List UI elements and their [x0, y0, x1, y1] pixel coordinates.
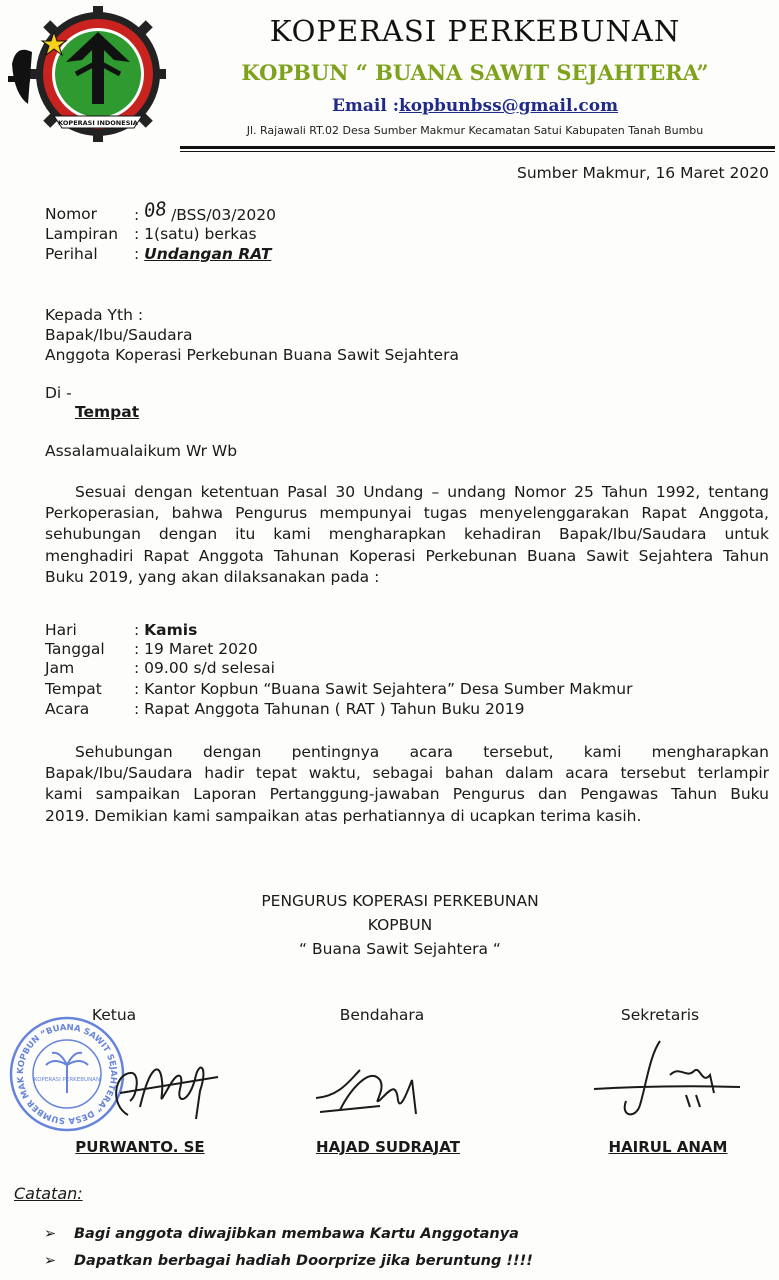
ketua-signature: [100, 1045, 230, 1125]
lampiran-label: Lampiran: [45, 225, 119, 243]
nomor-value: : 08 /BSS/03/2020: [134, 197, 276, 224]
svg-text:KOPBUN “BUANA SAWIT SEJAHTERA”: KOPBUN “BUANA SAWIT SEJAHTERA” DESA SUMBER MAK: [15, 1022, 119, 1126]
recipient-line3: Anggota Koperasi Perkebunan Buana Sawit Sejahtera: [45, 346, 459, 364]
tempat-label: Tempat: [45, 680, 102, 698]
arrow-bullet-icon: ➢: [44, 1226, 57, 1242]
arrow-bullet-icon: ➢: [44, 1253, 57, 1269]
header-divider: [180, 146, 775, 149]
cooperative-logo: [6, 4, 184, 142]
acara-label: Acara: [45, 700, 90, 718]
letter-date: Sumber Makmur, 16 Maret 2020: [517, 164, 769, 182]
greeting: Assalamualaikum Wr Wb: [45, 442, 238, 460]
perihal-value: : Undangan RAT: [134, 245, 272, 263]
recipient-di: Di -: [45, 384, 72, 402]
email-link[interactable]: kopbunbss@gmail.com: [399, 96, 619, 116]
ketua-role: Ketua: [91, 1006, 137, 1024]
sekretaris-role: Sekretaris: [620, 1006, 700, 1024]
acara-value: : Rapat Anggota Tahunan ( RAT ) Tahun Buku 2019: [134, 700, 525, 718]
bendahara-signature: [310, 1060, 440, 1120]
jam-label: Jam: [45, 659, 75, 677]
ketua-name: PURWANTO. SE: [75, 1138, 205, 1156]
tanggal-label: Tanggal: [45, 640, 105, 658]
nomor-handwritten: 08: [143, 197, 169, 223]
body-paragraph-1: Sesuai dengan ketentuan Pasal 30 Undang – undang Nomor 25 Tahun 1992, tentang Perkoperasian, bahwa Pengurus mempunyai tugas menyelenggarakan Rapat Anggota, sehubungan dengan itu kami mengharapkan kehadiran Bapak/Ibu/Saudara untuk menghadiri Rapat Anggota Tahunan Koperasi Perkebunan Buana Sawit Sejahtera Tahun Buku 2019, yang akan dilaksanakan pada :: [45, 483, 769, 586]
recipient-line1: Kepada Yth :: [45, 306, 144, 324]
sekretaris-name: HAIRUL ANAM: [608, 1138, 728, 1156]
note-item: ➢ Dapatkan berbagai hadiah Doorprize jika beruntung !!!!: [44, 1253, 533, 1269]
recipient-tempat: Tempat: [75, 403, 140, 421]
recipient-line2: Bapak/Ibu/Saudara: [45, 326, 193, 344]
svg-text:KOPERASI INDONESIA: KOPERASI INDONESIA: [58, 119, 138, 127]
org-address: Jl. Rajawali RT.02 Desa Sumber Makmur Kecamatan Satui Kabupaten Tanah Bumbu: [246, 124, 704, 137]
email-label: Email :: [331, 96, 400, 116]
header-divider-thin: [180, 151, 775, 152]
org-subtitle: KOPBUN “ BUANA SAWIT SEJAHTERA”: [241, 60, 709, 85]
sekretaris-signature: [590, 1035, 750, 1125]
bendahara-name: HAJAD SUDRAJAT: [316, 1138, 460, 1156]
jam-value: : 09.00 s/d selesai: [134, 659, 275, 677]
tempat-value: : Kantor Kopbun “Buana Sawit Sejahtera” Desa Sumber Makmur: [134, 680, 633, 698]
note-item: ➢ Bagi anggota diwajibkan membawa Kartu Anggotanya: [44, 1226, 519, 1242]
svg-text:KOPERASI PERKEBUNAN: KOPERASI PERKEBUNAN: [33, 1077, 101, 1083]
notes-title: Catatan:: [14, 1184, 83, 1203]
lampiran-value: : 1(satu) berkas: [134, 225, 257, 243]
org-title: KOPERASI PERKEBUNAN: [269, 14, 681, 48]
hari-label: Hari: [45, 621, 77, 639]
tanggal-value: : 19 Maret 2020: [134, 640, 258, 658]
hari-value: : Kamis: [134, 621, 198, 639]
perihal-label: Perihal: [45, 245, 98, 263]
bendahara-role: Bendahara: [339, 1006, 425, 1024]
body-paragraph-2: Sehubungan dengan pentingnya acara tersebut, kami mengharapkan Bapak/Ibu/Saudara hadir tepat waktu, sebagai bahan dalam acara tersebut terlampir kami sampaikan Laporan Pertanggung-jawaban Pengurus dan Pengawas Tahun Buku 2019. Demikian kami sampaikan atas perhatiannya di ucapkan terima kasih.: [45, 743, 769, 825]
signatory-org: PENGURUS KOPERASI PERKEBUNAN KOPBUN “ Buana Sawit Sejahtera “: [261, 892, 539, 958]
org-email-line: [190, 96, 760, 116]
nomor-label: Nomor: [45, 205, 98, 223]
palm-tree-icon: [46, 1053, 88, 1093]
